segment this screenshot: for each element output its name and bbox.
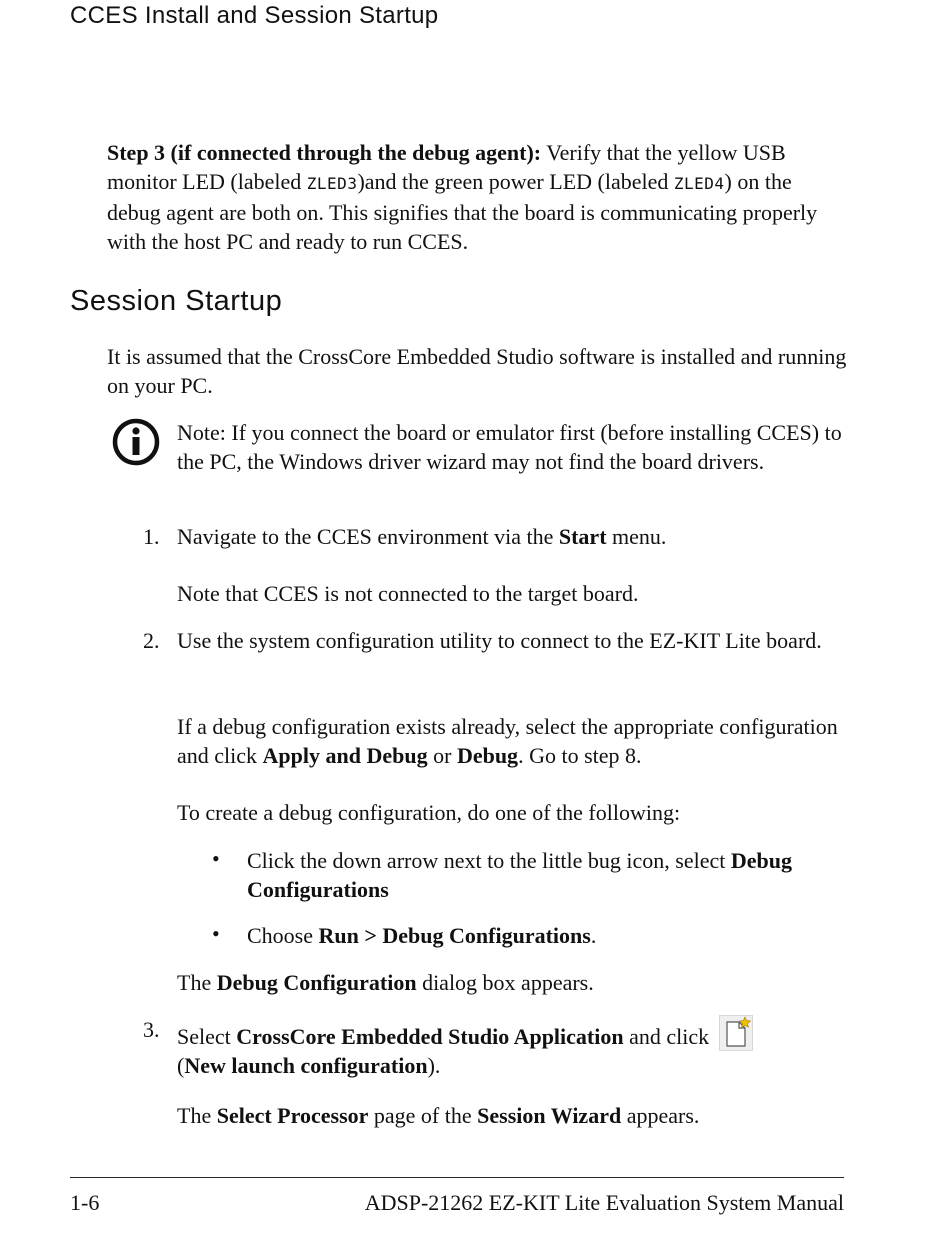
intro-paragraph: It is assumed that the CrossCore Embedded Studio software is installed and running on your PC. xyxy=(107,344,847,398)
footer-rule xyxy=(70,1177,844,1178)
step2-create-config: To create a debug configuration, do one of the following: xyxy=(177,800,681,825)
run-debug-configurations-label: Run > Debug Configurations xyxy=(318,923,591,948)
bullet-text-pre: Click the down arrow next to the little bug icon, select xyxy=(247,848,731,873)
step1-text xyxy=(177,522,857,551)
step3-lead: Step 3 (if connected through the debug agent): xyxy=(107,140,542,165)
session-wizard-label: Session Wizard xyxy=(477,1103,622,1128)
apply-and-debug-label: Apply and Debug xyxy=(262,743,428,768)
step2-p2-mid: or xyxy=(427,743,457,768)
paren-open: ( xyxy=(177,1053,185,1078)
page-number: 1-6 xyxy=(70,1190,100,1215)
step-number: 3. xyxy=(143,1017,160,1042)
manual-title: ADSP-21262 EZ-KIT Lite Evaluation System Manual xyxy=(364,1190,844,1215)
bullet-item xyxy=(247,921,847,950)
led-label-zled4: ZLED4 xyxy=(673,174,725,193)
bullet-text-pre: Choose xyxy=(247,923,319,948)
paren-close: ). xyxy=(427,1053,441,1078)
step2-p2-pre: If a debug configuration exists already, select the appropriate configuration and click xyxy=(177,714,838,768)
step1-text-post: menu. xyxy=(606,524,667,549)
step-number: 2. xyxy=(143,628,160,653)
step3-wizard-appears xyxy=(177,1101,857,1130)
bullet-marker: • xyxy=(212,846,220,871)
step3-select-pre: Select xyxy=(177,1024,237,1049)
bullet-marker: • xyxy=(212,921,220,946)
step3-after-post: appears. xyxy=(621,1103,700,1128)
step3-select-text xyxy=(177,1015,857,1080)
new-launch-configuration-label: New launch configuration xyxy=(184,1053,428,1078)
step3-after-mid: page of the xyxy=(368,1103,478,1128)
bullet-text-post: . xyxy=(590,923,597,948)
step1-note: Note that CCES is not connected to the target board. xyxy=(177,581,639,606)
led-label-zled3: ZLED3 xyxy=(306,174,358,193)
bullet-item xyxy=(247,846,847,904)
step3-text-a: Verify that the yellow USB monitor LED (labeled xyxy=(107,140,786,194)
step-number: 1. xyxy=(143,524,160,549)
step2-text: Use the system configuration utility to connect to the EZ-KIT Lite board. xyxy=(177,628,822,653)
step1-text-pre: Navigate to the CCES environment via the xyxy=(177,524,559,549)
debug-configuration-label: Debug Configuration xyxy=(216,970,417,995)
section-title: Session Startup xyxy=(70,285,283,317)
debug-label: Debug xyxy=(456,743,519,768)
step2-after-pre: The xyxy=(177,970,217,995)
running-header: CCES Install and Session Startup xyxy=(70,2,439,29)
step2-p2-post: . Go to step 8. xyxy=(518,743,642,768)
new-launch-configuration-icon xyxy=(719,1015,753,1051)
step2-dialog-appears xyxy=(177,968,857,997)
cces-application-label: CrossCore Embedded Studio Application xyxy=(236,1024,624,1049)
step3-text-c: ) on the debug agent are both on. This signifies that the board is communicating properly with the host PC and ready to run CCES. xyxy=(107,169,818,254)
step3-paragraph xyxy=(107,138,847,256)
step3-select-mid: and click xyxy=(623,1024,715,1049)
info-icon xyxy=(111,417,161,467)
step2-existing-config xyxy=(177,712,852,770)
note-text: Note: If you connect the board or emulator first (before installing CCES) to the PC, the Windows driver wizard may not find the board drivers. xyxy=(177,420,842,474)
step2-after-post: dialog box appears. xyxy=(416,970,594,995)
step3-text-b: )and the green power LED (labeled xyxy=(357,169,674,194)
step3-after-pre: The xyxy=(177,1103,217,1128)
start-menu-label: Start xyxy=(558,524,607,549)
select-processor-label: Select Processor xyxy=(216,1103,369,1128)
debug-configurations-label: Debug Configurations xyxy=(247,848,793,902)
